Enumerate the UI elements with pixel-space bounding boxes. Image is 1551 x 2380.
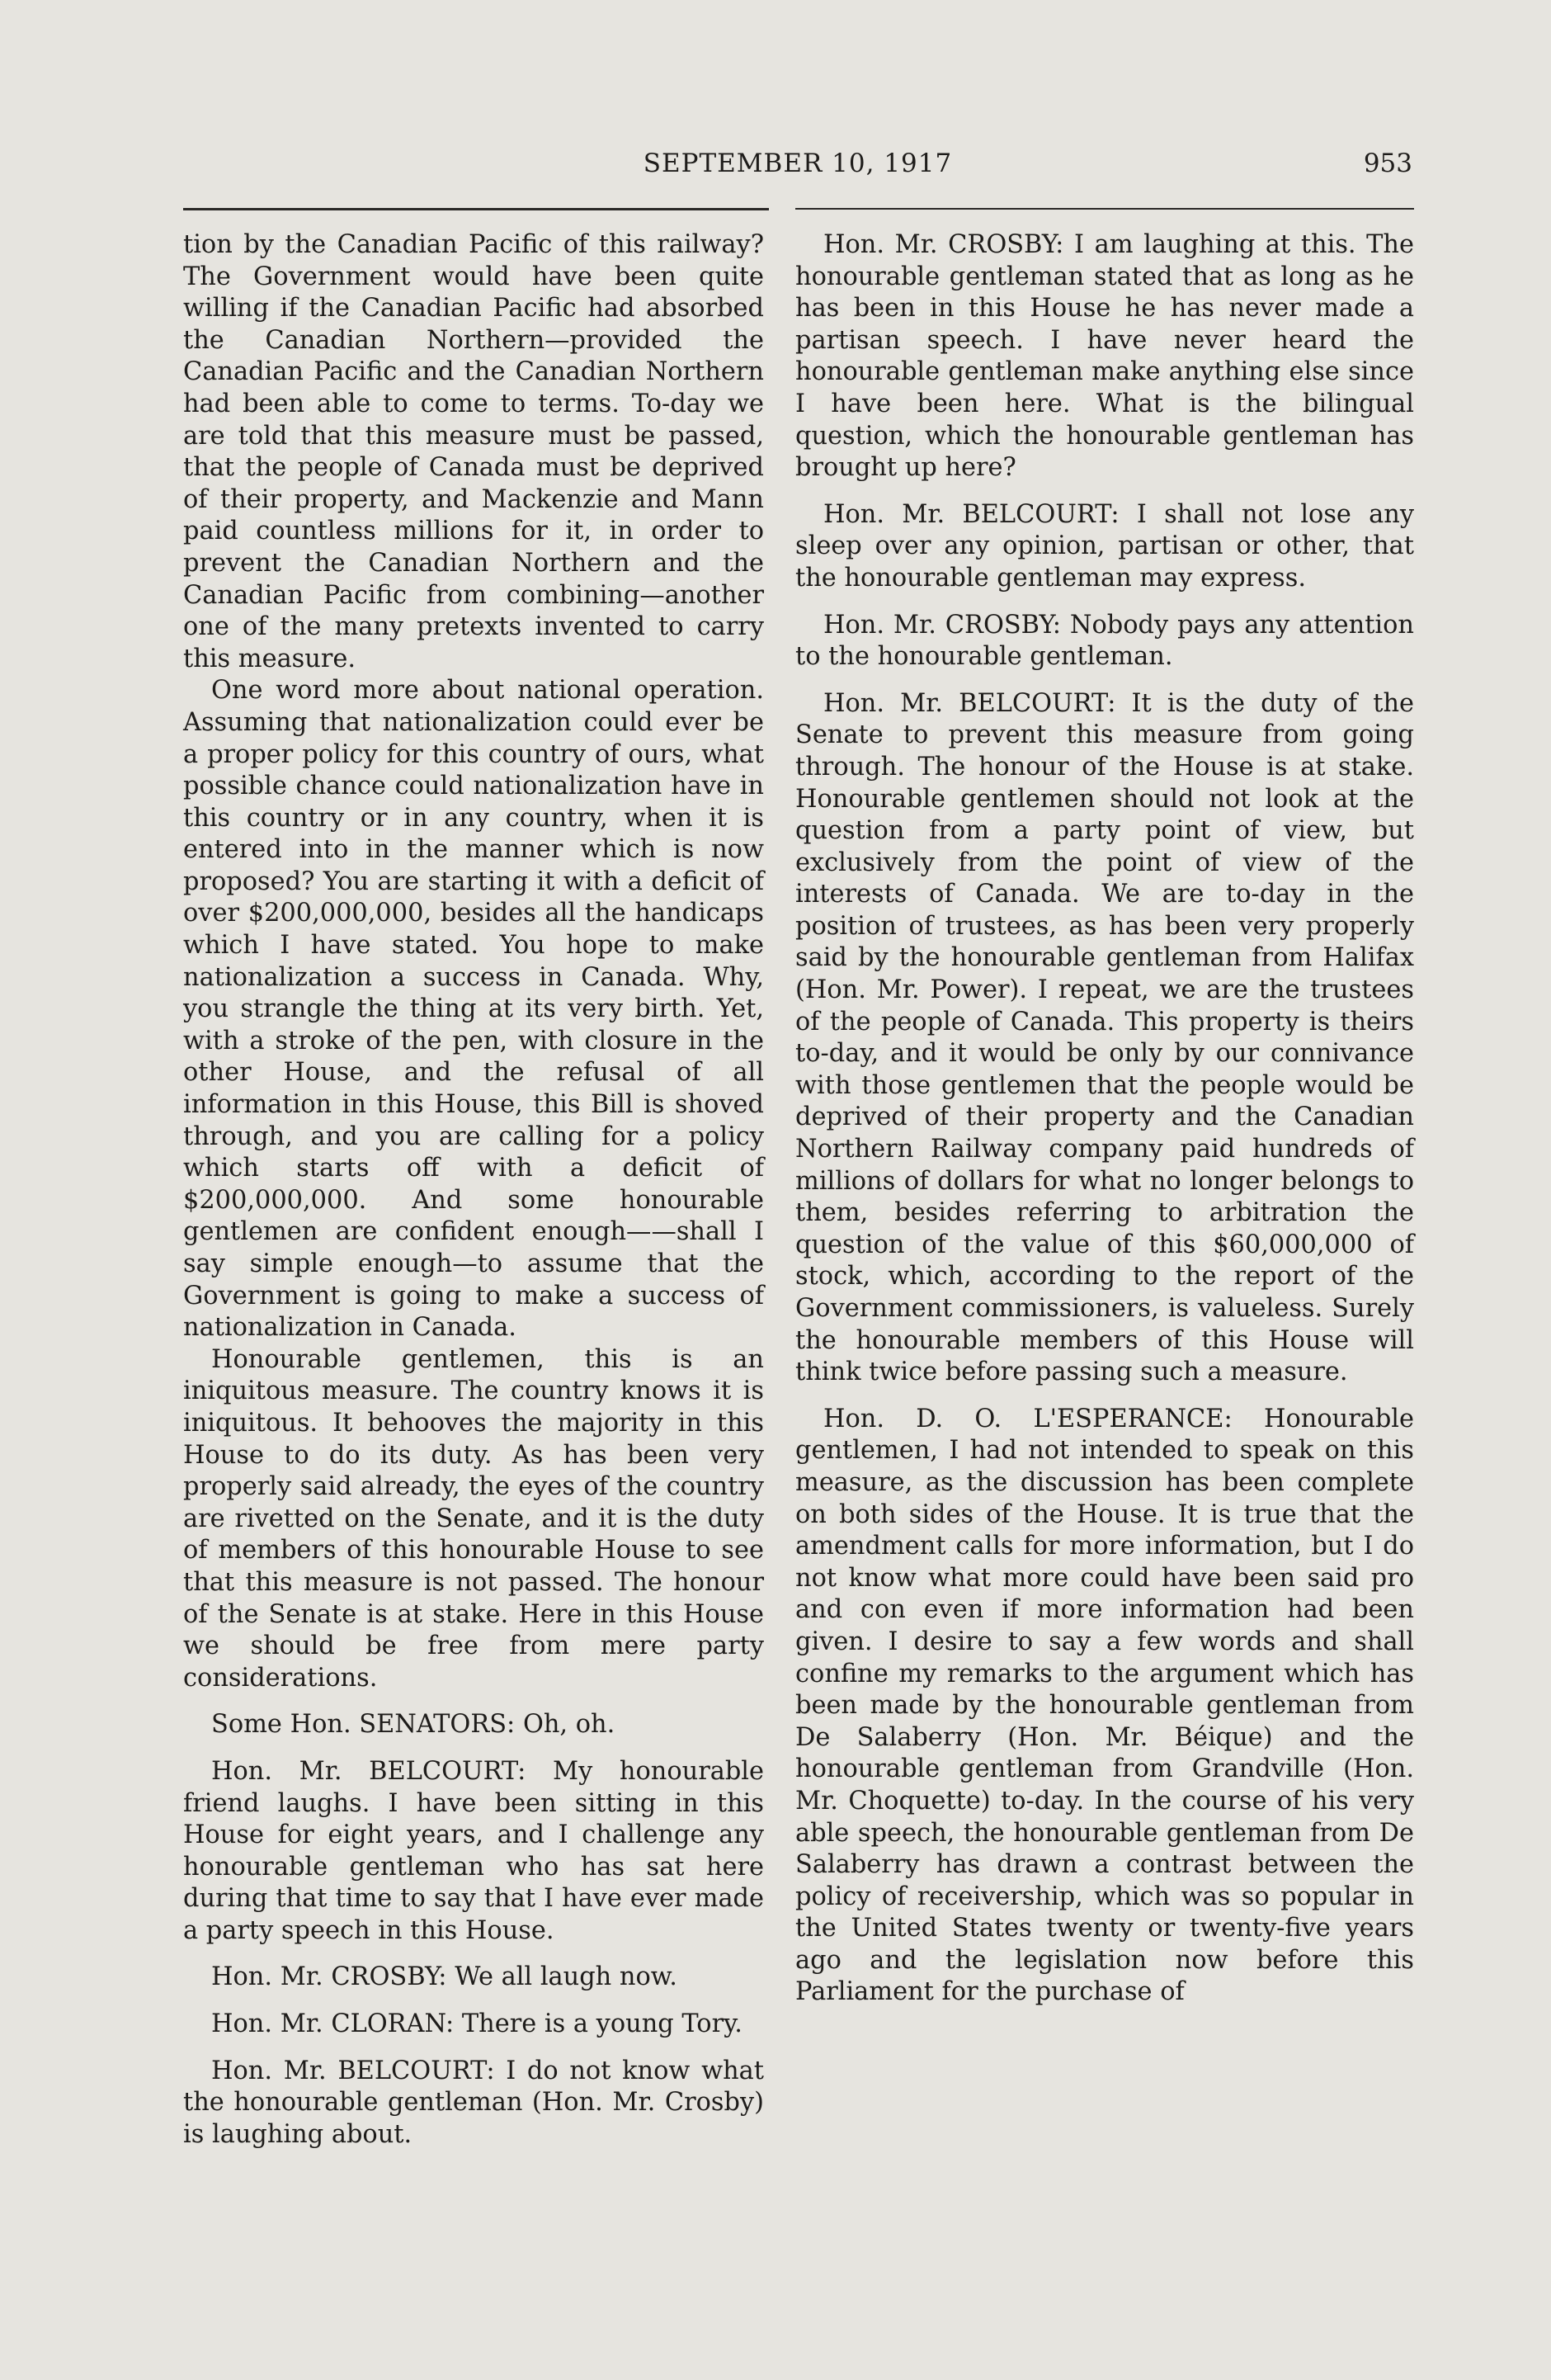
speaker-paragraph: Hon. Mr. BELCOURT: My honourable friend laughs. I have been sitting in this House for eight years, and I challenge any honourable gentleman who has sat here during that time to say that I have ever made a party speech in this House. xyxy=(183,1756,764,1945)
header-rule-left xyxy=(183,208,769,210)
header-date: SEPTEMBER 10, 1917 xyxy=(643,149,953,178)
speaker-paragraph: Hon. Mr. CROSBY: We all laugh now. xyxy=(211,1962,677,1992)
paragraph: One word more about national operation. Assuming that nationalization could ever be a proper policy for this country of ours, what possible chance could nationalization have in this country or in any country, when it is entered into in the manner which is now proposed? You are starting it with a deficit of over $200,000,000, besides all the handicaps which I have stated. You hope to make nationalization a success in Canada. Why, you strangle the thing at its very birth. Yet, with a stroke of the pen, with closure in the other House, and the refusal of all information in this House, this Bill is shoved through, and you are calling for a policy which starts off with a deficit of $200,000,000. And some honourable gentlemen are confident enough——shall I say simple enough—to assume that the Government is going to make a success of nationalization in Canada. xyxy=(183,676,764,1343)
speaker-paragraph: Hon. Mr. BELCOURT: I shall not lose any sleep over any opinion, partisan or other, that the honourable gentleman may express. xyxy=(795,499,1414,593)
header-rule-right xyxy=(795,208,1414,210)
paragraph-continuation: tion by the Canadian Pacific of this railway? The Government would have been quite willing if the Canadian Pacific had absorbed the Canadian Northern—provided the Canadian Pacific and the Canadian Northern had been able to come to terms. To-day we are told that this measure must be passed, that the people of Canada must be deprived of their property, and Mackenzie and Mann paid countless millions for it, in order to prevent the Canadian Northern and the Canadian Pacific from combining—another one of the many pretexts invented to carry this measure. xyxy=(183,230,764,673)
left-column xyxy=(183,229,764,2151)
running-header xyxy=(183,149,1412,190)
paragraph: Honourable gentlemen, this is an iniquitous measure. The country knows it is iniquitous. It behooves the majority in this House to do its duty. As has been very properly said already, the eyes of the country are rivetted on the Senate, and it is the duty of members of this honourable House to see that this measure is not passed. The honour of the Senate is at stake. Here in this House we should be free from mere party considerations. xyxy=(183,1344,764,1693)
speaker-paragraph: Hon. Mr. CROSBY: I am laughing at this. The honourable gentleman stated that as long as he has been in this House he has never made a partisan speech. I have never heard the honourable gentleman make anything else since I have been here. What is the bilingual question, which the honourable gentleman has brought up here? xyxy=(795,230,1414,483)
speaker-paragraph: Some Hon. SENATORS: Oh, oh. xyxy=(211,1710,615,1740)
speaker-paragraph: Hon. Mr. BELCOURT: It is the duty of the Senate to prevent this measure from going through. The honour of the House is at stake. Honourable gentlemen should not look at the question from a party point of view, but exclusively from the point of view of the interests of Canada. We are to-day in the position of trustees, as has been very properly said by the honourable gentleman from Halifax (Hon. Mr. Power). I repeat, we are the trustees of the people of Canada. This property is theirs to-day, and it would be only by our connivance with those gentlemen that the people would be deprived of their property and the Canadian Northern Railway company paid hundreds of millions of dollars for what no longer belongs to them, besides referring to arbitration the question of the value of this $60,000,000 of stock, which, according to the report of the Government commissioners, is valueless. Surely the honourable members of this House will think twice before passing such a measure. xyxy=(795,688,1414,1387)
speaker-paragraph: Hon. Mr. CLORAN: There is a young Tory. xyxy=(211,2009,742,2039)
right-column xyxy=(795,229,1414,2009)
speaker-paragraph: Hon. D. O. L'ESPERANCE: Honourable gentlemen, I had not intended to speak on this measure, as the discussion has been complete on both sides of the House. It is true that the amendment calls for more information, but I do not know what more could have been said pro and con even if more information had been given. I desire to say a few words and shall confine my remarks to the argument which has been made by the honourable gentleman from De Salaberry (Hon. Mr. Béique) and the honourable gentleman from Grandville (Hon. Mr. Choquette) to-day. In the course of his very able speech, the honourable gentleman from De Salaberry has drawn a contrast between the policy of receivership, which was so popular in the United States twenty or twenty-five years ago and the legislation now before this Parliament for the purchase of xyxy=(795,1404,1414,2007)
speaker-paragraph: Hon. Mr. CROSBY: Nobody pays any attention to the honourable gentleman. xyxy=(795,610,1414,672)
speaker-paragraph: Hon. Mr. BELCOURT: I do not know what the honourable gentleman (Hon. Mr. Crosby) is laughing about. xyxy=(183,2056,764,2149)
page-number: 953 xyxy=(1363,149,1412,178)
